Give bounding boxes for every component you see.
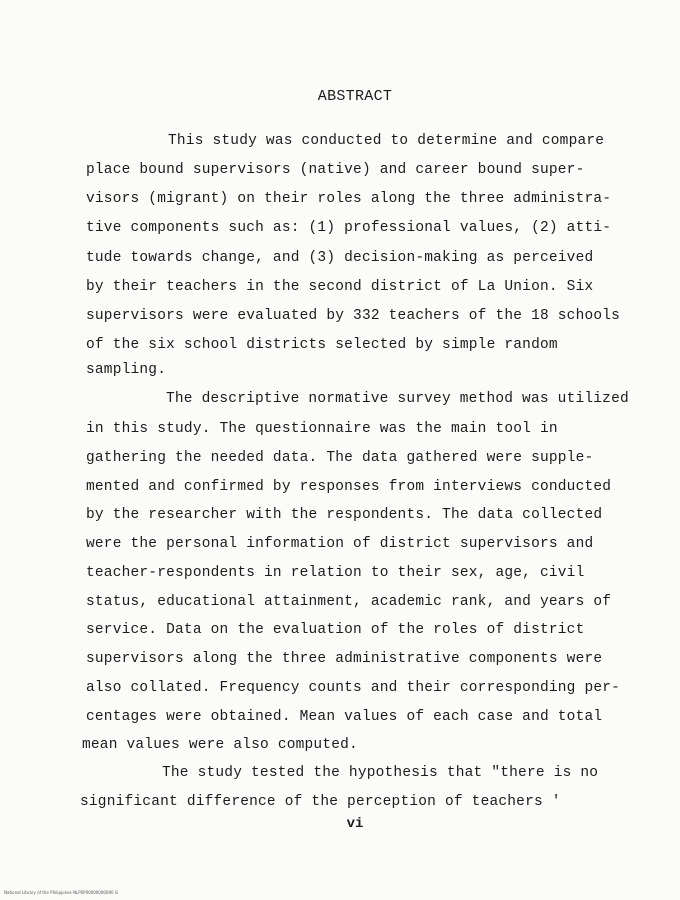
text-line: mented and confirmed by responses from interviews conducted (86, 479, 612, 495)
text-line: The descriptive normative survey method was utilized (166, 391, 629, 407)
library-footer: National Library of the Philippines NLP0P00000000090 iii (4, 890, 119, 895)
text-line: by the researcher with the respondents. The data collected (86, 507, 603, 523)
text-line: status, educational attainment, academic rank, and years of (86, 594, 612, 610)
text-line: significant difference of the perception of teachers ' (80, 794, 561, 810)
text-line: tive components such as: (1) professional values, (2) atti- (86, 220, 612, 236)
page-number: vi (346, 816, 364, 832)
text-line: mean values were also computed. (82, 737, 358, 753)
text-line: also collated. Frequency counts and their corresponding per- (86, 680, 621, 696)
text-line: in this study. The questionnaire was the main tool in (86, 421, 558, 437)
text-line: The study tested the hypothesis that "there is no (162, 765, 599, 781)
text-line: centages were obtained. Mean values of each case and total (86, 709, 603, 725)
text-line: service. Data on the evaluation of the roles of district (86, 622, 585, 638)
text-line: teacher-respondents in relation to their sex, age, civil (86, 565, 585, 581)
text-line: supervisors along the three administrative components were (86, 651, 603, 667)
text-line: sampling. (86, 362, 167, 378)
text-line: gathering the needed data. The data gathered were supple- (86, 450, 594, 466)
text-line: of the six school districts selected by simple random (86, 337, 558, 353)
text-line: visors (migrant) on their roles along the three administra- (86, 191, 612, 207)
abstract-title: ABSTRACT (317, 88, 393, 105)
text-line: supervisors were evaluated by 332 teachers of the 18 schools (86, 308, 621, 324)
text-line: place bound supervisors (native) and career bound super- (86, 162, 585, 178)
text-line: tude towards change, and (3) decision-making as perceived (86, 250, 594, 266)
text-line: were the personal information of district supervisors and (86, 536, 594, 552)
text-line: This study was conducted to determine and compare (168, 133, 605, 149)
text-line: by their teachers in the second district of La Union. Six (86, 279, 594, 295)
